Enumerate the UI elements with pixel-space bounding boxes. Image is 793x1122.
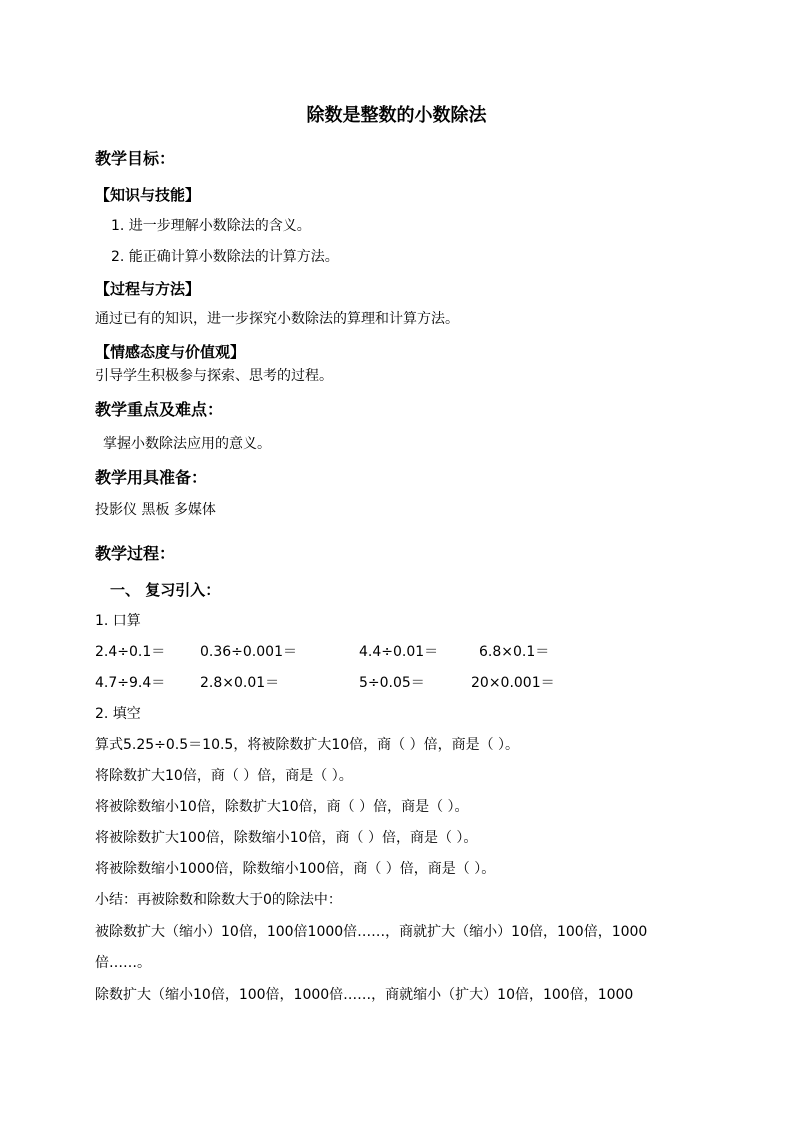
knowledge-item-1: 1. 进一步理解小数除法的含义。 (111, 218, 311, 234)
fill-blank-label: 2. 填空 (95, 706, 141, 722)
oral-expression: 2.8×0.01＝ (200, 675, 280, 691)
oral-expression: 6.8×0.1＝ (479, 644, 550, 660)
knowledge-skills-heading: 【知识与技能】 (95, 186, 201, 204)
materials-text: 投影仪 黑板 多媒体 (95, 502, 216, 518)
summary-heading: 小结：再被除数和除数大于0的除法中： (95, 892, 342, 908)
oral-expression: 4.7÷9.4＝ (95, 675, 166, 691)
summary-line: 被除数扩大（缩小）10倍，100倍1000倍……，商就扩大（缩小）10倍，100倍，1000 (95, 924, 648, 940)
fill-blank-line: 将被除数缩小1000倍，除数缩小100倍，商（ ）倍，商是（ ）。 (95, 861, 496, 877)
fill-blank-line: 将除数扩大10倍，商（ ）倍，商是（ ）。 (95, 768, 353, 784)
emotion-values-text: 引导学生积极参与探索、思考的过程。 (95, 368, 333, 384)
section-review-intro: 一、 复习引入： (110, 581, 221, 599)
knowledge-item-2: 2. 能正确计算小数除法的计算方法。 (111, 249, 339, 265)
oral-expression: 2.4÷0.1＝ (95, 644, 166, 660)
fill-blank-line: 将被除数缩小10倍，除数扩大10倍，商（ ）倍，商是（ ）。 (95, 799, 469, 815)
objectives-heading: 教学目标： (95, 149, 176, 168)
process-methods-heading: 【过程与方法】 (95, 280, 201, 298)
oral-expression: 5÷0.05＝ (359, 675, 425, 691)
summary-line: 倍……。 (95, 955, 151, 971)
oral-expression: 4.4÷0.01＝ (359, 644, 439, 660)
oral-expression: 20×0.001＝ (471, 675, 555, 691)
key-points-text: 掌握小数除法应用的意义。 (103, 436, 271, 452)
process-methods-text: 通过已有的知识，进一步探究小数除法的算理和计算方法。 (95, 311, 459, 327)
fill-blank-line: 算式5.25÷0.5＝10.5，将被除数扩大10倍，商（ ）倍，商是（ ）。 (95, 737, 520, 753)
emotion-values-heading: 【情感态度与价值观】 (95, 343, 246, 361)
oral-expression: 0.36÷0.001＝ (200, 644, 297, 660)
procedure-heading: 教学过程： (95, 544, 176, 563)
materials-heading: 教学用具准备： (95, 468, 208, 487)
summary-line: 除数扩大（缩小10倍，100倍，1000倍……，商就缩小（扩大）10倍，100倍，1000 (95, 987, 634, 1003)
page-title: 除数是整数的小数除法 (306, 105, 487, 126)
key-points-heading: 教学重点及难点： (95, 400, 224, 419)
fill-blank-line: 将被除数扩大100倍，除数缩小10倍，商（ ）倍，商是（ ）。 (95, 830, 478, 846)
oral-calc-label: 1. 口算 (95, 613, 141, 629)
